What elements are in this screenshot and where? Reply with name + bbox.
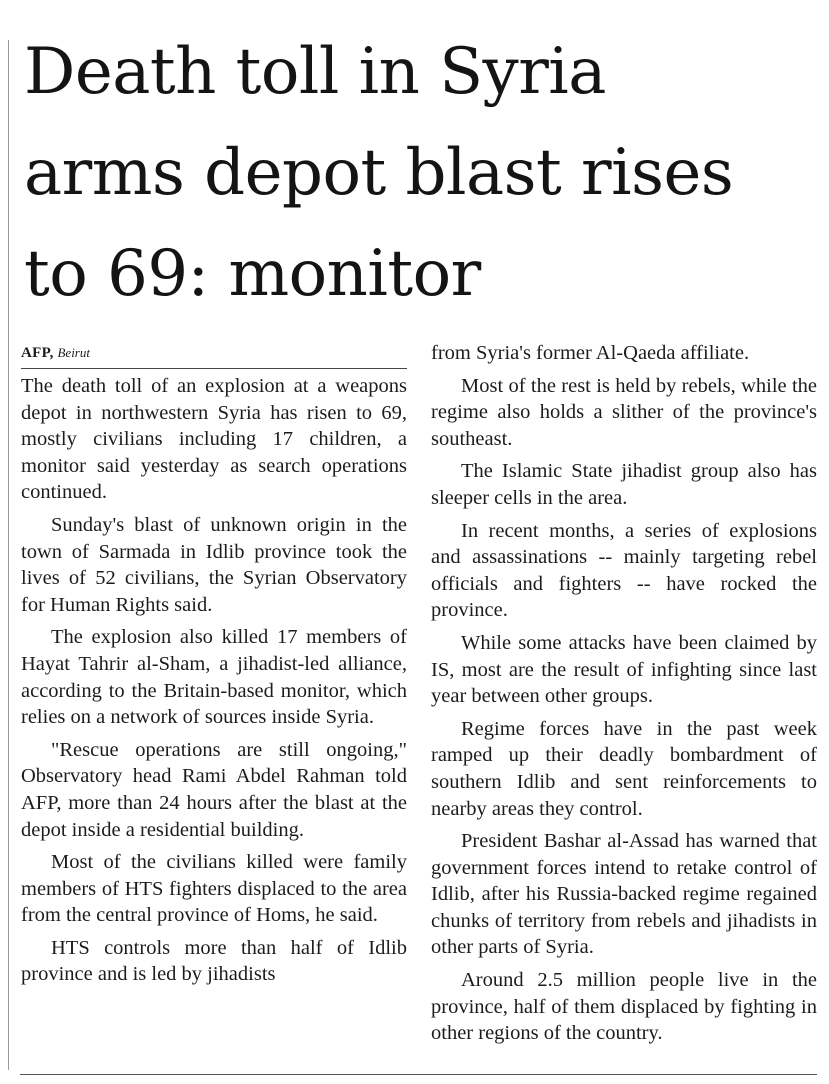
paragraph: In recent months, a series of explosions and assassinations -- mainly targeting rebel officials and fighters -- have rocked the province. xyxy=(431,519,817,622)
paragraph: Around 2.5 million people live in the province, half of them displaced by fighting in other regions of the country. xyxy=(431,969,817,1045)
paragraph: The explosion also killed 17 members of Hayat Tahrir al-Sham, a jihadist-led alliance, according to the Britain-based monitor, which relies on a network of sources inside Syria. xyxy=(21,626,407,729)
bottom-rule xyxy=(20,1074,817,1075)
byline-agency: AFP, xyxy=(21,345,54,361)
paragraph: The Islamic State jihadist group also has sleeper cells in the area. xyxy=(431,460,817,509)
paragraph: Most of the civilians killed were family members of HTS fighters displaced to the area from the central province of Homs, he said. xyxy=(21,851,407,927)
paragraph: While some attacks have been claimed by IS, most are the result of infighting since last year between other groups. xyxy=(431,631,817,708)
column-rule-left xyxy=(8,40,9,1070)
paragraph: Sunday's blast of unknown origin in the town of Sarmada in Idlib province took the lives of 52 civilians, the Syrian Observatory for Human Rights said. xyxy=(21,513,407,616)
paragraph: President Bashar al-Assad has warned that government forces intend to retake control of Idlib, after his Russia-backed regime regained chunks of territory from rebels and jihadists in other parts of Syria. xyxy=(431,830,817,959)
byline xyxy=(21,340,407,369)
paragraph: Most of the rest is held by rebels, while the regime also holds a slither of the province's southeast. xyxy=(431,374,817,450)
article-column-left xyxy=(21,340,407,994)
headline-line-3: to 69: monitor xyxy=(24,237,481,311)
paragraph: Regime forces have in the past week ramped up their deadly bombardment of southern Idlib and sent reinforcements to nearby areas they control. xyxy=(431,717,817,820)
paragraph: from Syria's former Al-Qaeda affiliate. xyxy=(431,342,750,364)
headline xyxy=(24,22,814,325)
paragraph: The death toll of an explosion at a weapons depot in northwestern Syria has risen to 69, mostly civilians including 17 children, a monitor said yesterday as search operations continued. xyxy=(21,375,407,504)
byline-place: Beirut xyxy=(57,345,90,360)
headline-line-1: Death toll in Syria xyxy=(24,35,606,109)
paragraph: HTS controls more than half of Idlib province and is led by jihadists xyxy=(21,936,407,986)
article-column-right xyxy=(431,340,817,1053)
headline-line-2: arms depot blast rises xyxy=(24,136,734,210)
paragraph: "Rescue operations are still ongoing," Observatory head Rami Abdel Rahman told AFP, more than 24 hours after the blast at the depot inside a residential building. xyxy=(21,738,407,841)
